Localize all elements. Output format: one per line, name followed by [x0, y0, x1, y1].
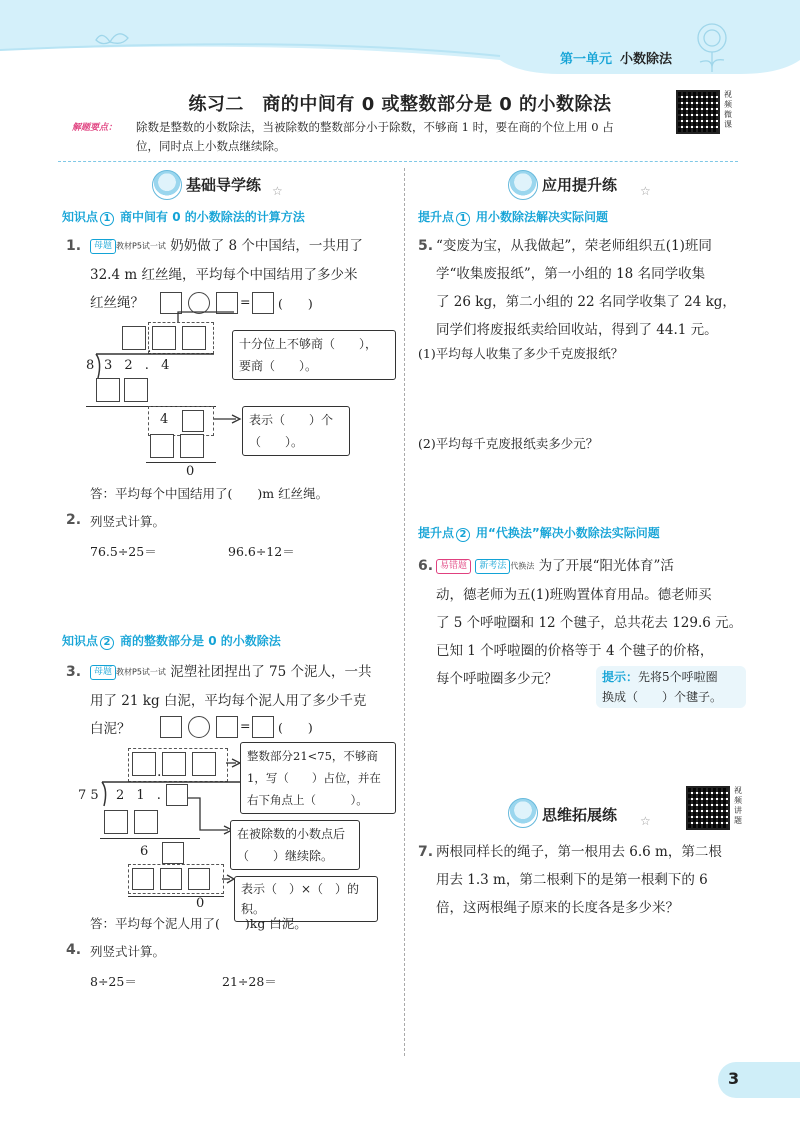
star-icon: ☆ — [272, 184, 283, 198]
page-number: 3 — [728, 1069, 740, 1088]
q4-expression-1: 8÷25＝ — [90, 974, 137, 989]
kp-number: 2 — [100, 636, 114, 650]
kp-number: 1 — [456, 212, 470, 226]
work-box[interactable] — [166, 784, 188, 806]
improve-point-2 — [418, 524, 660, 542]
tag-new-method: 新考法 — [475, 559, 510, 574]
tag-textbook: 教材P5试一试 — [116, 667, 166, 677]
divisor: 8 — [86, 358, 95, 373]
callout-line: 在被除数的小数点后 — [237, 827, 346, 841]
divisor: 7 5 — [78, 788, 99, 803]
kp-number: 2 — [456, 528, 470, 542]
knowledge-point-2 — [62, 632, 281, 650]
answer-box[interactable] — [252, 292, 274, 314]
dividend: 2 1 . — [116, 788, 165, 803]
question-number: 6. — [418, 558, 434, 574]
kp-tag: 知识点 — [62, 210, 99, 224]
section-title-applied: 应用提升练 — [542, 176, 618, 194]
quotient-box[interactable] — [192, 752, 216, 776]
page-number-tab — [718, 1062, 800, 1098]
tag-substitution: 代换法 — [510, 561, 535, 571]
callout-line: 表示（ ）个 — [249, 413, 334, 427]
hint-callout: 表示（ ）×（ ）的积。 — [234, 876, 378, 922]
header-band — [0, 0, 800, 78]
kp-number: 1 — [100, 212, 114, 226]
question-5-text — [436, 232, 772, 344]
q7-line-2: 用去 1.3 m，第二根剩下的是第一根剩下的 6 — [436, 872, 708, 888]
eq-paren: ( ) — [278, 296, 313, 311]
unit-label — [560, 48, 672, 67]
tag-mother-question: 母题 — [90, 239, 116, 254]
eq-paren: ( ) — [278, 720, 313, 735]
q2-text: 列竖式计算。 — [90, 514, 166, 529]
callout-line: 1，写（ ）占位，并在 — [247, 771, 381, 785]
kp-text: 用“代换法”解决小数除法实际问题 — [476, 526, 660, 540]
qr-label: 视频讲题 — [734, 786, 742, 825]
q6-line-2: 动，德老师为五(1)班购置体育用品。德老师买 — [436, 586, 712, 603]
question-number: 7. — [418, 844, 434, 860]
q6-line-1: 为了开展“阳光体育”活 — [538, 558, 674, 574]
q3-line-2: 用了 21 kg 白泥，平均每个泥人用了多少千克 — [90, 692, 367, 709]
hint-callout — [240, 742, 396, 814]
q5-line-2: 学“收集废报纸”，第一小组的 18 名同学收集 — [436, 266, 706, 282]
hint-line-1: 先将5个呼啦圈 — [638, 670, 718, 684]
star-icon: ☆ — [640, 184, 651, 198]
tips-line-2: 位，同时点上小数点继续除。 — [136, 139, 286, 153]
work-box[interactable] — [180, 434, 204, 458]
remainder: 0 — [186, 464, 195, 479]
question-number: 2. — [66, 512, 82, 528]
tips-label: 解题要点： — [72, 123, 118, 133]
q6-line-3: 了 5 个呼啦圈和 12 个毽子，总共花去 129.6 元。 — [436, 614, 743, 631]
q5-line-1: “变废为宝，从我做起”，荣老师组织五(1)班同 — [436, 238, 712, 254]
work-box[interactable] — [134, 810, 158, 834]
q6-line-5: 每个呼啦圈多少元？ — [436, 670, 558, 687]
answer-box[interactable] — [160, 716, 182, 738]
qr-code-icon[interactable] — [686, 786, 730, 830]
remainder: 0 — [196, 896, 205, 911]
question-number: 4. — [66, 942, 82, 958]
work-box[interactable] — [182, 410, 204, 432]
callout-line: （ ）。 — [249, 435, 304, 449]
quotient-box[interactable] — [122, 326, 146, 350]
callout-line: 十分位上不够商（ ）， — [239, 337, 378, 351]
work-box[interactable] — [188, 868, 210, 890]
q3-line-3: 白泥？ — [90, 720, 131, 737]
question-number: 5. — [418, 238, 434, 254]
q2-expression-1: 76.5÷25＝ — [90, 544, 157, 559]
q1-answer: 答：平均每个中国结用了( )m 红丝绳。 — [90, 486, 329, 501]
quotient-box[interactable] — [132, 752, 156, 776]
q4-text: 列竖式计算。 — [90, 944, 166, 959]
knowledge-point-1 — [62, 208, 305, 226]
callout-line: 右下角点上（ ）。 — [247, 793, 368, 807]
kp-text: 商的整数部分是 0 的小数除法 — [120, 634, 281, 648]
hint-line-2: 换成（ ）个毽子。 — [602, 690, 723, 704]
hint-callout — [230, 820, 360, 870]
work-box[interactable] — [150, 434, 174, 458]
work-box[interactable] — [132, 868, 154, 890]
arrow-icon — [214, 412, 242, 426]
improve-point-1 — [418, 208, 608, 226]
question-number: 3. — [66, 664, 82, 680]
tips-line-1: 除数是整数的小数除法，当被除数的整数部分小于除数，不够商 1 时，要在商的个位上用 0 占 — [136, 120, 614, 134]
q5-line-3: 了 26 kg，第二小组的 22 名同学收集了 24 kg， — [436, 294, 736, 310]
step-digit: 6 — [140, 844, 149, 859]
q3-answer: 答：平均每个泥人用了( )kg 白泥。 — [90, 916, 307, 931]
star-icon: ☆ — [640, 814, 651, 828]
q6-line-4: 已知 1 个呼啦圈的价格等于 4 个毽子的价格， — [436, 642, 714, 659]
section-title-thinking: 思维拓展练 — [542, 806, 618, 824]
q5-sub-2: (2)平均每千克废报纸卖多少元？ — [418, 436, 599, 451]
work-box[interactable] — [162, 842, 184, 864]
kp-text: 用小数除法解决实际问题 — [476, 210, 609, 224]
hint-callout — [242, 406, 350, 456]
column-divider — [404, 168, 405, 1056]
q1-line-2: 32.4 m 红丝绳，平均每个中国结用了多少米 — [90, 266, 358, 283]
operator-circle[interactable] — [188, 716, 210, 738]
dividend: 3 2 . 4 — [104, 358, 174, 373]
work-box[interactable] — [96, 378, 120, 402]
unit-name: 第一单元 — [560, 52, 613, 67]
hint-label: 提示： — [602, 670, 639, 684]
tag-error-prone: 易错题 — [436, 559, 471, 574]
hint-box — [596, 666, 746, 708]
q7-line-3: 倍，这两根绳子原来的长度各是多少米？ — [436, 900, 679, 916]
section-title-basic: 基础导学练 — [186, 176, 262, 194]
question-number: 1. — [66, 238, 82, 254]
work-box[interactable] — [104, 810, 128, 834]
tag-textbook: 教材P5试一试 — [116, 241, 166, 251]
kp-text: 商中间有 0 的小数除法的计算方法 — [120, 210, 305, 224]
answer-box[interactable] — [216, 716, 238, 738]
work-box[interactable] — [124, 378, 148, 402]
q4-expression-2: 21÷28＝ — [222, 974, 277, 989]
kp-tag: 知识点 — [62, 634, 99, 648]
qr-label: 视频微课 — [724, 90, 732, 129]
kp-tag: 提升点 — [418, 526, 455, 540]
q5-sub-1: (1)平均每人收集了多少千克废报纸？ — [418, 346, 624, 361]
tag-mother-question: 母题 — [90, 665, 116, 680]
callout-line: （ ）继续除。 — [237, 849, 334, 863]
q1-line-3: 红丝绳？ — [90, 294, 144, 311]
unit-topic: 小数除法 — [620, 52, 673, 67]
step-digit: 4 — [160, 412, 169, 427]
q3-line-1: 泥塑社团捏出了 75 个泥人，一共 — [170, 664, 372, 680]
hint-callout — [232, 330, 396, 380]
quotient-box[interactable] — [162, 752, 186, 776]
callout-line: 整数部分21<75，不够商 — [247, 749, 378, 763]
q2-expression-2: 96.6÷12＝ — [228, 544, 295, 559]
answer-box[interactable] — [252, 716, 274, 738]
kp-tag: 提升点 — [418, 210, 455, 224]
question-7-text — [436, 838, 776, 922]
q7-line-1: 两根同样长的绳子，第一根用去 6.6 m，第二根 — [436, 844, 722, 860]
work-box[interactable] — [160, 868, 182, 890]
q5-line-4: 同学们将废报纸卖给回收站，得到了 44.1 元。 — [436, 322, 718, 338]
highlight-dash — [148, 406, 214, 436]
mascot-icon — [508, 798, 538, 828]
page-title: 练习二 商的中间有 0 或整数部分是 0 的小数除法 — [188, 94, 612, 115]
mascot-icon — [152, 170, 182, 200]
q1-line-1: 奶奶做了 8 个中国结，一共用了 — [170, 238, 363, 254]
callout-line: 要商（ ）。 — [239, 359, 318, 373]
mascot-icon — [508, 170, 538, 200]
tips-text — [136, 118, 670, 156]
